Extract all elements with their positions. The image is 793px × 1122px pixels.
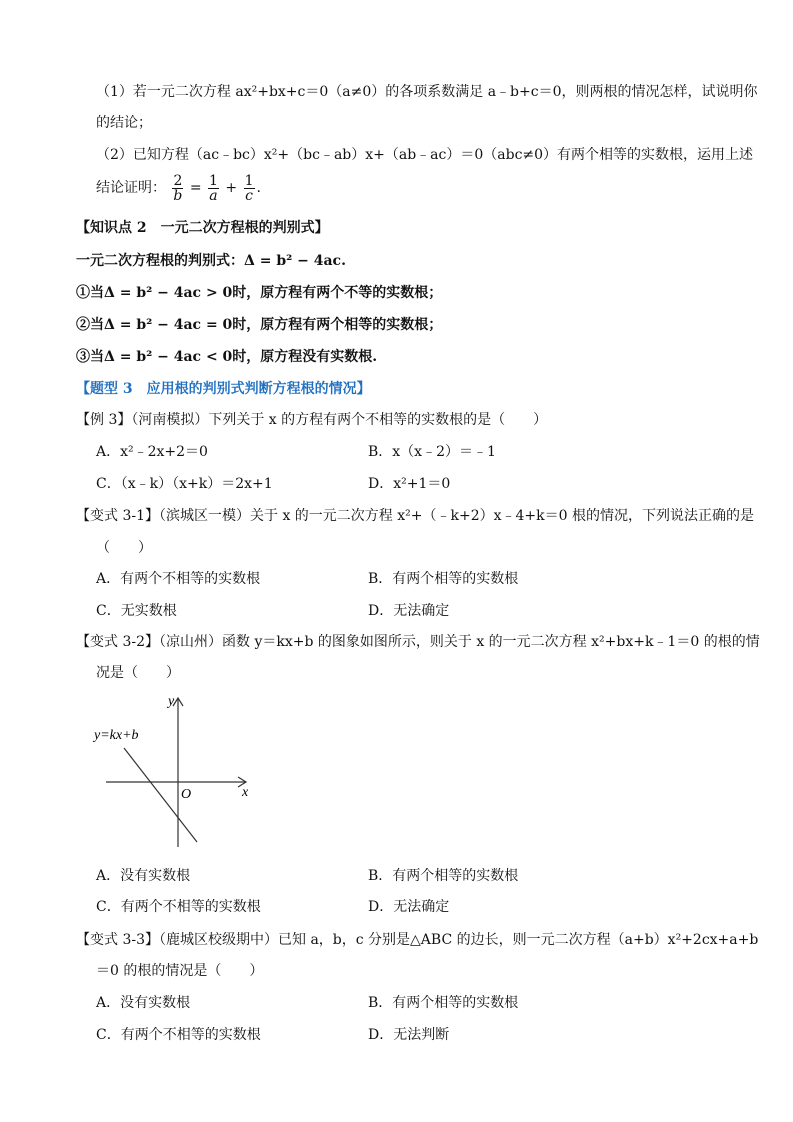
variant-3-3-stem-cont: ＝0 的根的情况是（ ） — [96, 963, 264, 979]
option-b: B．x（x﹣2）＝﹣1 — [368, 444, 496, 460]
option-a: A．没有实数根 — [96, 868, 191, 884]
variant-3-2-stem-cont: 况是（ ） — [96, 665, 180, 681]
variant-3-3-stem: 【变式 3-3】（鹿城区校级期中）已知 a，b，c 分别是△ABC 的边长，则一元二次方程（a+b）x²+2cx+a+b — [76, 932, 759, 948]
denominator: b — [173, 187, 183, 204]
denominator: c — [245, 187, 253, 204]
discriminant-definition: 一元二次方程根的判别式：Δ = b² − 4ac. — [76, 253, 346, 269]
fraction-1-over-c — [244, 174, 255, 203]
option-a: A．有两个不相等的实数根 — [96, 571, 261, 587]
option-c: C．有两个不相等的实数根 — [96, 1027, 261, 1043]
denominator: a — [209, 187, 218, 204]
option-d: D．x²+1＝0 — [368, 476, 451, 492]
topic-heading: 【题型 3 应用根的判别式判断方程根的情况】 — [76, 381, 371, 397]
option-a: A．x²﹣2x+2＝0 — [96, 444, 208, 460]
y-axis-label: y — [168, 694, 175, 709]
option-d: D．无法判断 — [368, 1027, 450, 1043]
fraction-2-over-b — [172, 174, 183, 203]
part2-proof-line — [96, 172, 261, 204]
equals-sign: = — [189, 180, 202, 196]
variant-3-2-stem: 【变式 3-2】（凉山州）函数 y＝kx+b 的图象如图所示，则关于 x 的一元二次方程 x²+bx+k﹣1＝0 的根的情 — [76, 634, 760, 650]
numerator: 1 — [244, 172, 254, 189]
discriminant-case-3: ③当Δ = b² − 4ac < 0时，原方程没有实数根. — [76, 349, 378, 365]
line-label: y=kx+b — [94, 728, 139, 743]
option-b: B．有两个相等的实数根 — [368, 995, 519, 1011]
option-c: C．（x﹣k）（x+k）＝2x+1 — [96, 476, 273, 492]
option-c: C．无实数根 — [96, 603, 177, 619]
plus-sign: + — [225, 180, 238, 196]
option-d: D．无法确定 — [368, 899, 450, 915]
proof-prefix: 结论证明： — [96, 180, 166, 196]
period: . — [256, 180, 261, 196]
origin-label: O — [181, 787, 192, 802]
example-3-stem: 【例 3】（河南模拟）下列关于 x 的方程有两个不相等的实数根的是（ ） — [76, 412, 548, 428]
part1-line1: （1）若一元二次方程 ax²+bx+c＝0（a≠0）的各项系数满足 a﹣b+c＝0，则两根的情况怎样，试说明你 — [96, 84, 758, 100]
linear-function-graph — [80, 690, 260, 850]
variant-3-1-stem: 【变式 3-1】（滨城区一模）关于 x 的一元二次方程 x²+（﹣k+2）x﹣4+k＝0 根的情况，下列说法正确的是 — [76, 508, 754, 524]
numerator: 2 — [173, 172, 183, 189]
part1-line2: 的结论； — [96, 115, 152, 131]
variant-3-1-stem-cont: （ ） — [96, 540, 152, 556]
fraction-1-over-a — [208, 174, 219, 203]
option-b: B．有两个相等的实数根 — [368, 571, 519, 587]
option-b: B．有两个相等的实数根 — [368, 868, 519, 884]
option-c: C．有两个不相等的实数根 — [96, 899, 261, 915]
discriminant-case-2: ②当Δ = b² − 4ac = 0时，原方程有两个相等的实数根； — [76, 317, 443, 333]
part2-line1: （2）已知方程（ac﹣bc）x²+（bc﹣ab）x+（ab﹣ac）＝0（abc≠0）有两个相等的实数根，运用上述 — [96, 147, 754, 163]
numerator: 1 — [209, 172, 218, 189]
knowledge-heading: 【知识点 2 一元二次方程根的判别式】 — [76, 220, 329, 236]
x-axis-label: x — [242, 785, 249, 800]
discriminant-case-1: ①当Δ = b² − 4ac > 0时，原方程有两个不等的实数根； — [76, 285, 443, 301]
option-a: A．没有实数根 — [96, 995, 191, 1011]
option-d: D．无法确定 — [368, 603, 450, 619]
